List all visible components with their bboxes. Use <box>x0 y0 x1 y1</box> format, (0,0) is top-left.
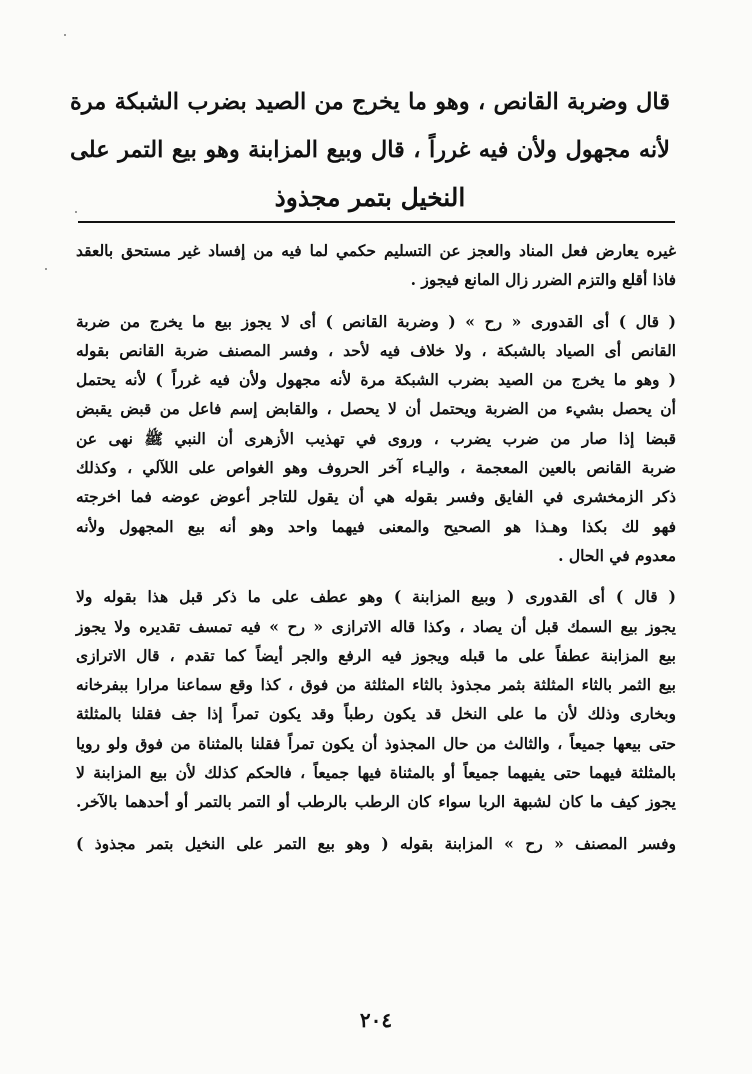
text-line: قبضا إذا صار من ضرب يضرب ، وروى في تهذيب الأزهرى أن النبي ﷺ نهى عن <box>76 428 676 448</box>
text-line: بيع الثمر بالثاء المثلثة بثمر مجذوذ بالثاء المثلثة من فوق ، كذا وقع سماعنا مرارا ببفرخانه <box>76 675 676 695</box>
header-divider <box>78 221 675 223</box>
text-line: أن يحصل بشيء من الضربة ويحتمل أن لا يحصل ، والقابض إسم فاعل من قبض يقبض <box>76 399 676 419</box>
text-line: يجوز كيف ما كان لشبهة الربا سواء كان الرطب بالرطب أو التمر بالتمر أو أحدهما بالآخر. <box>76 792 676 812</box>
text-line: ضربة القانص بالعين المعجمة ، واليـاء آخر الحروف وهو الغواص على اللآلي ، وكذلك <box>76 458 676 478</box>
paragraph <box>76 236 676 295</box>
text-line: ذكر الزمخشرى في الفايق وفسر بقوله هي أن يقول للتاجر أعوض عوضه فما اخرجته <box>76 487 676 507</box>
text-line: بيع المزابنة عطفاً على ما قبله ويجوز فيه الرفع والجر أيضاً كما تقدم ، قال الاترازى <box>76 645 676 665</box>
text-line: فاذا أقلع والتزم الضرر زال المانع فيجوز . <box>410 270 676 290</box>
paragraph <box>76 307 676 571</box>
commentary-body <box>76 236 676 858</box>
text-line: غيره يعارض فعل المناد والعجز عن التسليم حكمي لما فيه من إفساد غير مستحق بالعقد <box>76 241 677 260</box>
text-line: وبخارى وذلك لأن ما على النخل قد يكون رطباً وقد يكون تمراً إذا جف فقلنا بالمثلثة <box>76 704 676 724</box>
header-line: لأنه مجهول ولأن فيه غرراً ، قال وبيع المزابنة وهو بيع التمر على <box>70 137 670 163</box>
page-number: ٢٠٤ <box>359 1008 393 1032</box>
text-line: فهو لك بكذا وهـذا هو الصحيح والمعنى فيهما واحد وهو أنه بيع المجهول ولأنه <box>76 516 676 536</box>
text-line: القانص أى الصياد بالشبكة ، ولا خلاف فيه لأحد ، وفسر المصنف ضربة القانص بقوله <box>76 340 676 360</box>
text-line: ( قال ) أى القدورى ( وبيع المزابنة ) وهو عطف على ما ذكر قبل هذا بقوله ولا <box>76 587 676 607</box>
speck <box>64 34 66 36</box>
paragraph <box>76 582 676 816</box>
text-line: بالمثلثة فيهما حتى يفيهما جميعاً أو بالمثناة فيها جميعاً ، فالحكم كذلك لأن بيع المزابنة لا <box>76 763 676 783</box>
speck <box>75 211 77 213</box>
paragraph <box>76 829 676 858</box>
text-line: وفسر المصنف « رح » المزابنة بقوله ( وهو بيع التمر على النخيل بتمر مجذوذ ) <box>76 833 676 853</box>
header-line: النخيل بتمر مجذوذ <box>274 183 466 212</box>
text-line: حتى بيعها جميعاً ، والثالث من حال المجذوذ أن يكون تمراً فقلنا بالمثناة من فوق ولو رويا <box>76 733 676 753</box>
text-line: ( وهو ما يخرج من الصيد بضرب الشبكة مرة لأنه مجهول ولأن فيه غرراً ) لأنه يحتمل <box>76 370 676 390</box>
matn-header <box>70 78 670 222</box>
speck <box>45 268 47 270</box>
header-line: قال وضربة القانص ، وهو ما يخرج من الصيد بضرب الشبكة مرة <box>70 89 670 115</box>
text-line: معدوم في الحال . <box>558 545 676 565</box>
text-line: يجوز بيع السمك قبل أن يصاد ، وكذا قاله الاترازى « رح » فيه تمسف تقديره ولا يجوز <box>76 616 676 636</box>
text-line: ( قال ) أى القدورى « رح » ( وضربة القانص ) أى لا يجوز بيع ما يخرج من ضربة <box>76 311 676 331</box>
